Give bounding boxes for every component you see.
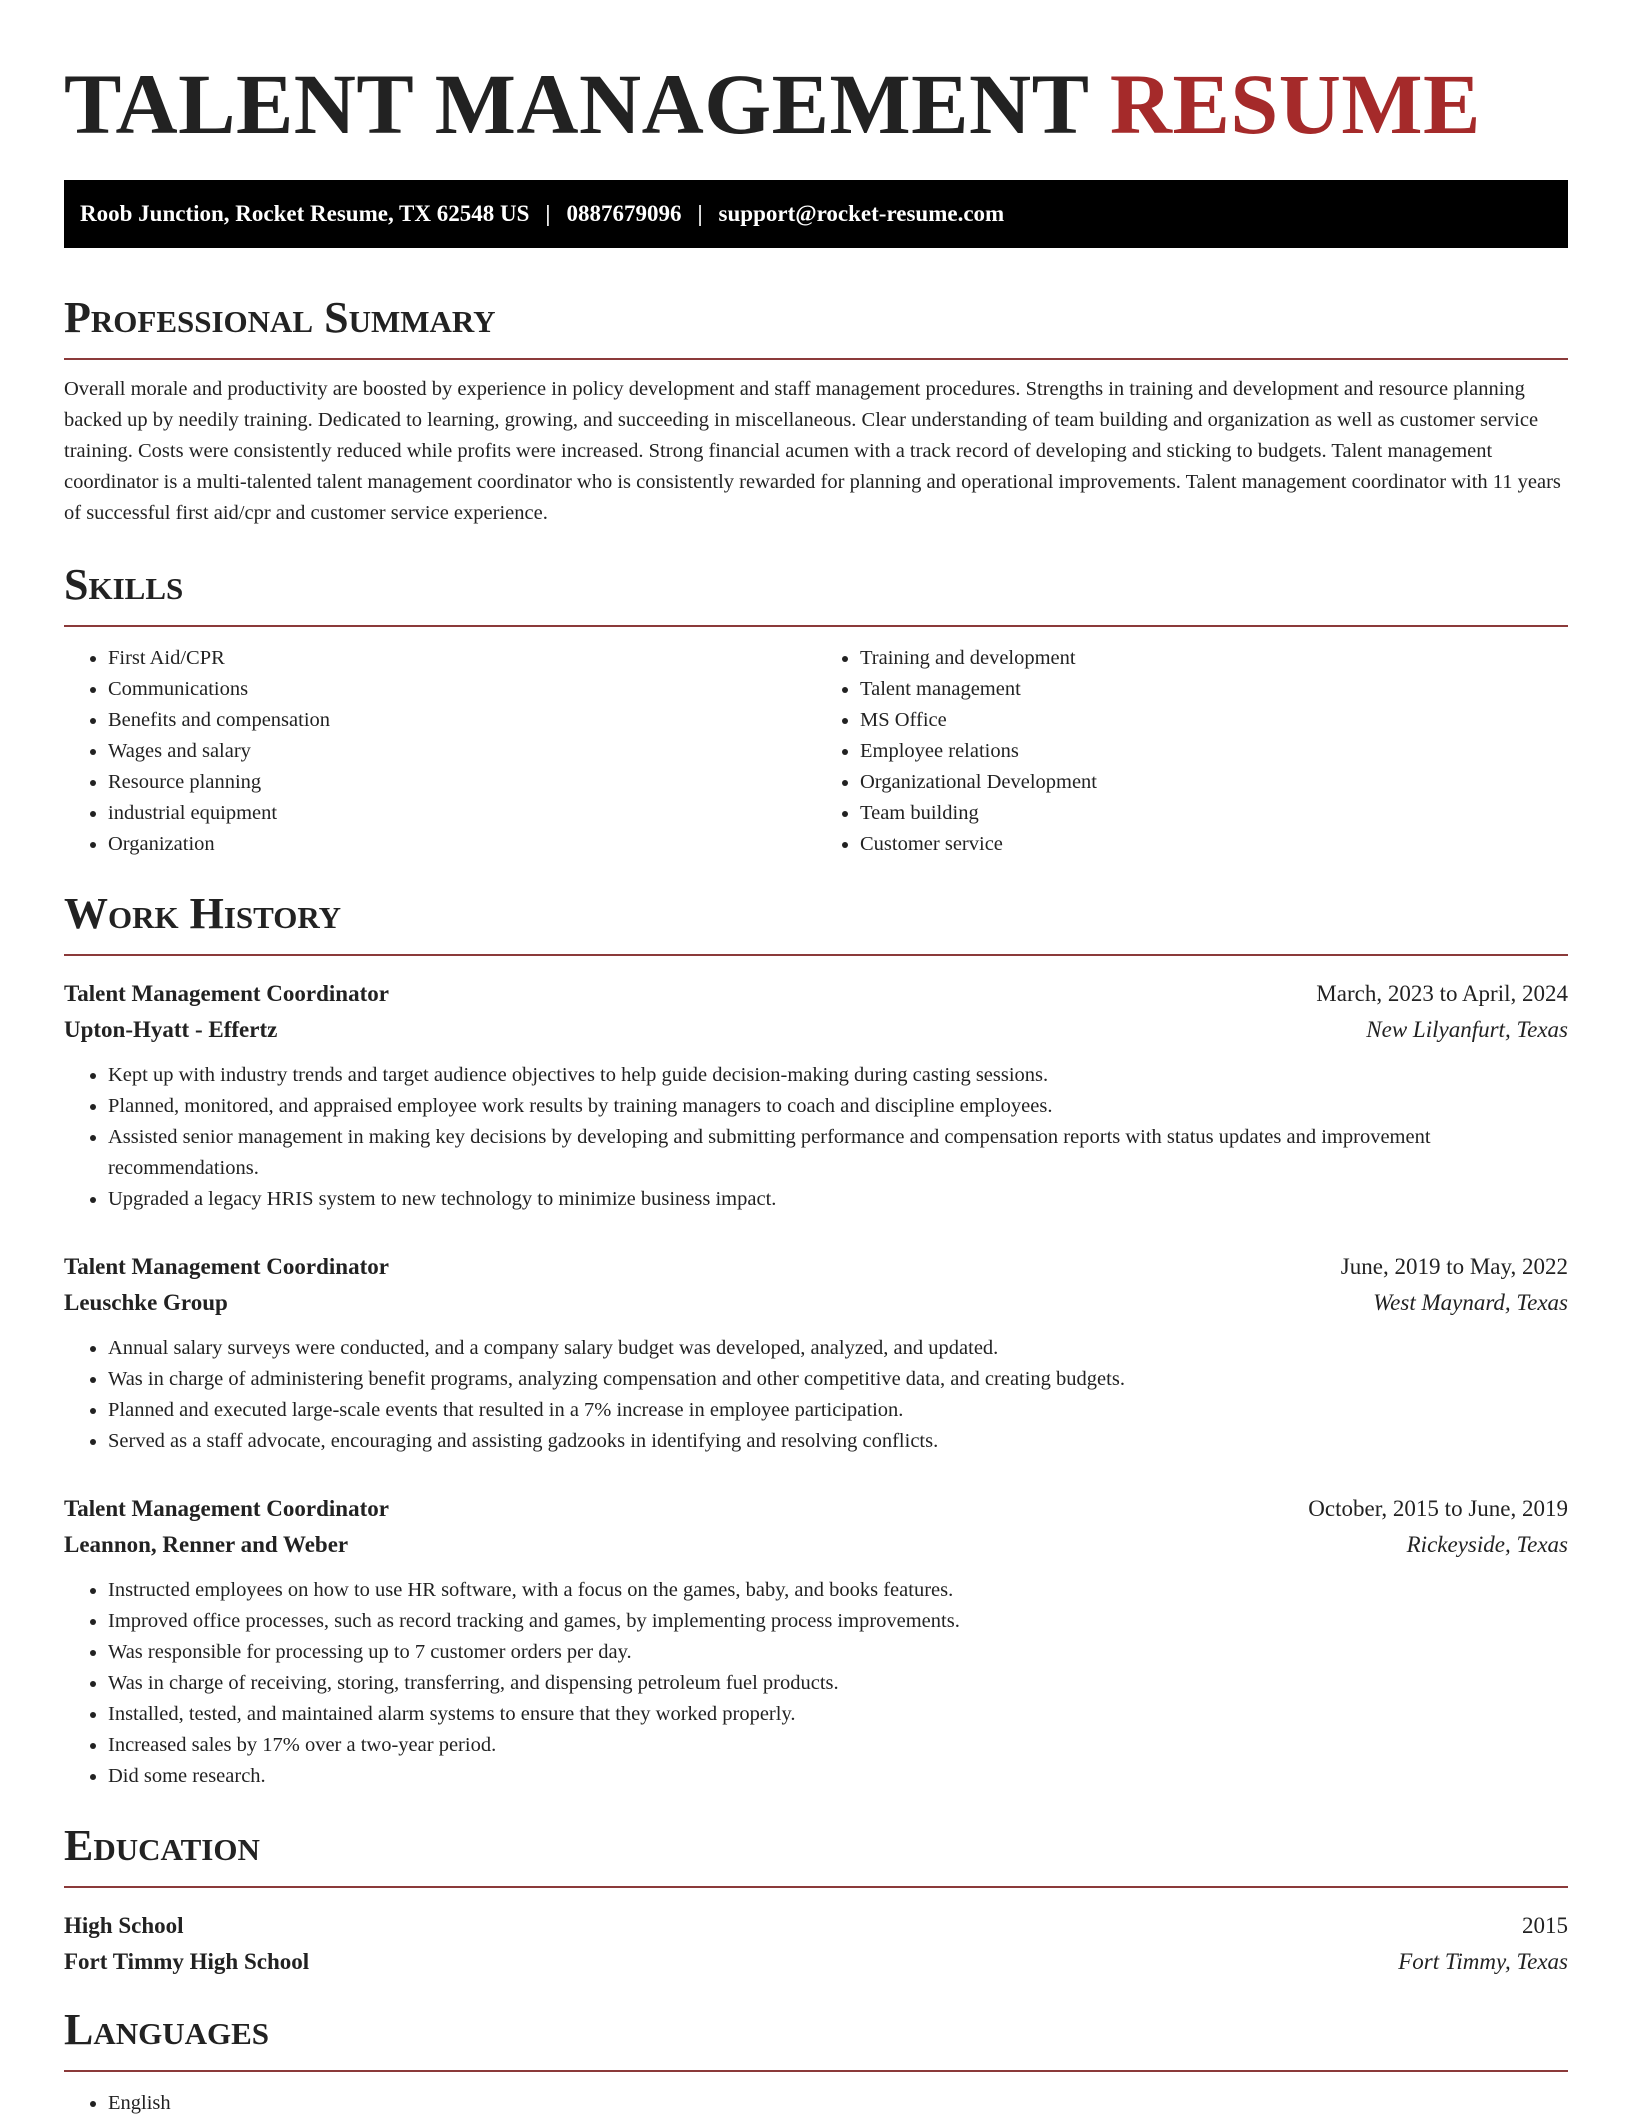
job-location: West Maynard, Texas: [1373, 1290, 1568, 1315]
job-bullet: • Installed, tested, and maintained alarm systems to ensure that they worked properly.: [108, 1699, 1568, 1730]
resume-title: [64, 0, 1568, 152]
job-bullet: • Was responsible for processing up to 7 customer orders per day.: [108, 1637, 1568, 1668]
job-bullet: • Served as a staff advocate, encouraging and assisting gadzooks in identifying and resolving conflicts.: [108, 1426, 1568, 1457]
job-header-row: [64, 1249, 1568, 1285]
skills-section: [64, 559, 1568, 860]
skills-columns: [64, 643, 1568, 860]
skills-list-right: [816, 643, 1568, 860]
summary-heading: Professional Summary: [64, 293, 496, 342]
summary-text: Overall morale and productivity are boosted by experience in policy development and staff management procedures. Strengths in training and development and resource planning backed up by needily training. Dedicated to learning, growing, and succeeding in miscellaneous. Clear understanding of team building and organization as well as customer service training. Costs were consistently reduced while profits were increased. Strong financial acumen with a track record of developing and sticking to budgets. Talent management coordinator is a multi-talented talent management coordinator who is consistently rewarded for planning and operational improvements. Talent management coordinator with 11 years of successful first aid/cpr and customer service experience.: [64, 378, 1561, 524]
skill-item: • Talent management: [860, 674, 1568, 705]
skill-item: • Organizational Development: [860, 767, 1568, 798]
job-bullet: • Upgraded a legacy HRIS system to new technology to minimize business impact.: [108, 1184, 1568, 1215]
title-main: TALENT MANAGEMENT: [64, 56, 1088, 152]
section-divider: [64, 2070, 1568, 2072]
languages-list: [64, 2088, 1568, 2119]
work-history-heading: Work History: [64, 889, 342, 938]
section-divider: [64, 954, 1568, 956]
job-company: Leannon, Renner and Weber: [64, 1532, 349, 1557]
job-bullet: • Was in charge of administering benefit programs, analyzing compensation and other competitive data, and creating budgets.: [108, 1364, 1568, 1395]
job-header-row: [64, 976, 1568, 1012]
education-heading: Education: [64, 1821, 260, 1870]
job-bullet: • Planned and executed large-scale events that resulted in a 7% increase in employee participation.: [108, 1395, 1568, 1426]
skill-item: • Wages and salary: [108, 736, 816, 767]
education-year: 2015: [1522, 1913, 1568, 1938]
contact-bar: [64, 180, 1568, 248]
job-bullet: • Assisted senior management in making key decisions by developing and submitting performance and compensation reports with status updates and improvement recommendations.: [108, 1122, 1568, 1184]
section-divider: [64, 625, 1568, 627]
job-company: Upton-Hyatt - Effertz: [64, 1017, 278, 1042]
contact-phone: 0887679096: [566, 201, 682, 226]
section-divider: [64, 358, 1568, 360]
job-bullets: [64, 1060, 1568, 1215]
education-location: Fort Timmy, Texas: [1398, 1949, 1568, 1974]
work-history-section: [64, 888, 1568, 1792]
job-title: Talent Management Coordinator: [64, 981, 389, 1006]
job-location: New Lilyanfurt, Texas: [1366, 1017, 1568, 1042]
job-bullets: [64, 1333, 1568, 1457]
summary-section: [64, 292, 1568, 529]
skill-item: • Employee relations: [860, 736, 1568, 767]
job-entry: [64, 1491, 1568, 1792]
job-header-row: [64, 1491, 1568, 1527]
skill-item: • Communications: [108, 674, 816, 705]
skills-list-left: [64, 643, 816, 860]
job-entry: [64, 1249, 1568, 1457]
job-bullet: • Kept up with industry trends and target audience objectives to help guide decision-making during casting sessions.: [108, 1060, 1568, 1091]
education-school: Fort Timmy High School: [64, 1949, 310, 1974]
title-accent: RESUME: [1109, 56, 1481, 152]
contact-separator: |: [545, 201, 551, 226]
job-bullets: [64, 1575, 1568, 1792]
contact-email: support@rocket-resume.com: [718, 201, 1005, 226]
education-degree: High School: [64, 1913, 184, 1938]
skill-item: • Training and development: [860, 643, 1568, 674]
job-title: Talent Management Coordinator: [64, 1496, 389, 1521]
education-header-row: [64, 1908, 1568, 1944]
job-location: Rickeyside, Texas: [1406, 1532, 1568, 1557]
skill-item: • industrial equipment: [108, 798, 816, 829]
skill-item: • Organization: [108, 829, 816, 860]
language-item: • English: [108, 2088, 1568, 2119]
job-dates: March, 2023 to April, 2024: [1316, 981, 1568, 1006]
languages-heading: Languages: [64, 2005, 270, 2054]
job-bullet: • Annual salary surveys were conducted, and a company salary budget was developed, analyzed, and updated.: [108, 1333, 1568, 1364]
job-bullet: • Planned, monitored, and appraised employee work results by training managers to coach and discipline employees.: [108, 1091, 1568, 1122]
job-bullet: • Was in charge of receiving, storing, transferring, and dispensing petroleum fuel products.: [108, 1668, 1568, 1699]
job-bullet: • Instructed employees on how to use HR software, with a focus on the games, baby, and books features.: [108, 1575, 1568, 1606]
education-school-row: [64, 1944, 1568, 1980]
job-bullet: • Increased sales by 17% over a two-year period.: [108, 1730, 1568, 1761]
job-company: Leuschke Group: [64, 1290, 228, 1315]
skill-item: • First Aid/CPR: [108, 643, 816, 674]
languages-section: [64, 2004, 1568, 2119]
job-dates: October, 2015 to June, 2019: [1308, 1496, 1568, 1521]
section-divider: [64, 1886, 1568, 1888]
job-bullet: • Improved office processes, such as record tracking and games, by implementing process improvements.: [108, 1606, 1568, 1637]
job-entry: [64, 976, 1568, 1215]
skill-item: • MS Office: [860, 705, 1568, 736]
job-company-row: [64, 1012, 1568, 1048]
job-company-row: [64, 1527, 1568, 1563]
skill-item: • Customer service: [860, 829, 1568, 860]
skill-item: • Resource planning: [108, 767, 816, 798]
skill-item: • Benefits and compensation: [108, 705, 816, 736]
education-entry: [64, 1908, 1568, 1980]
contact-address: Roob Junction, Rocket Resume, TX 62548 US: [80, 201, 530, 226]
job-dates: June, 2019 to May, 2022: [1340, 1254, 1568, 1279]
job-bullet: • Did some research.: [108, 1761, 1568, 1792]
education-section: [64, 1820, 1568, 1980]
job-company-row: [64, 1285, 1568, 1321]
contact-separator: |: [697, 201, 703, 226]
skills-heading: Skills: [64, 560, 184, 609]
skill-item: • Team building: [860, 798, 1568, 829]
job-title: Talent Management Coordinator: [64, 1254, 389, 1279]
